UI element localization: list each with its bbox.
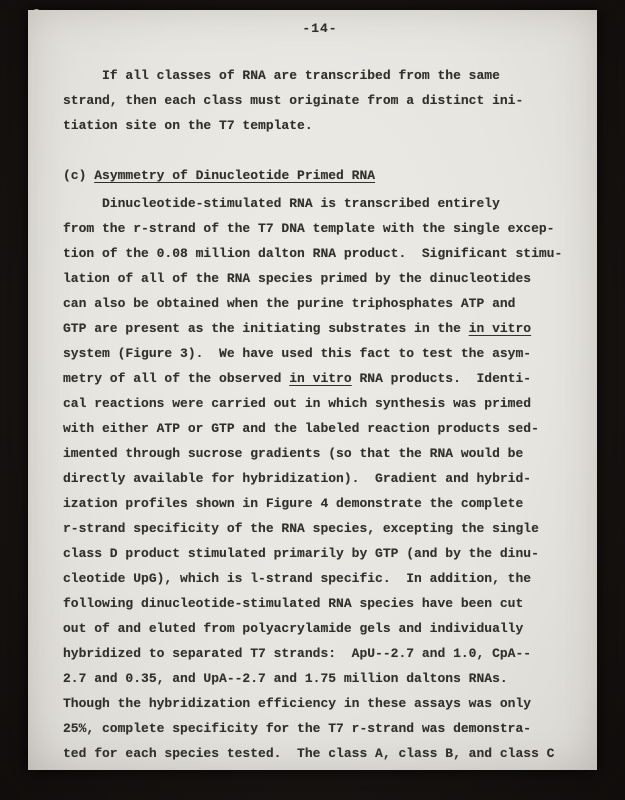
text-line: 2.7 and 0.35, and UpA--2.7 and 1.75 million daltons RNAs. (63, 671, 508, 686)
document-page (28, 10, 597, 770)
text-line: Dinucleotide-stimulated RNA is transcribed entirely (63, 196, 500, 211)
text-line: can also be obtained when the purine triphosphates ATP and (63, 296, 516, 311)
paragraph-intro (63, 63, 577, 138)
section-heading-title: Asymmetry of Dinucleotide Primed RNA (94, 168, 376, 183)
text-line: strand, then each class must originate from a distinct ini- (63, 93, 524, 108)
section-heading-prefix: (c) (63, 168, 95, 183)
text-line: cal reactions were carried out in which synthesis was primed (63, 396, 532, 411)
text-line: system (Figure 3). We have used this fact to test the asym- (63, 346, 532, 361)
text-line: tion of the 0.08 million dalton RNA product. Significant stimu- (63, 246, 563, 261)
text-line: hybridized to separated T7 strands: ApU--2.7 and 1.0, CpA-- (63, 646, 532, 661)
text-line: r-strand specificity of the RNA species, excepting the single (63, 521, 539, 536)
text-line: following dinucleotide-stimulated RNA species have been cut (63, 596, 524, 611)
text-line: lation of all of the RNA species primed by the dinucleotides (63, 271, 532, 286)
text-line: ization profiles shown in Figure 4 demonstrate the complete (63, 496, 524, 511)
text-line: If all classes of RNA are transcribed from the same (63, 68, 500, 83)
paragraph-body (63, 191, 577, 766)
text-line: tiation site on the T7 template. (63, 118, 313, 133)
text-line: from the r-strand of the T7 DNA template with the single excep- (63, 221, 555, 236)
text-line: out of and eluted from polyacrylamide gels and individually (63, 621, 524, 636)
section-heading (63, 163, 577, 188)
text-line: class D product stimulated primarily by GTP (and by the dinu- (63, 546, 539, 561)
text-line: ted for each species tested. The class A, class B, and class C (63, 746, 555, 761)
text-line: 25%, complete specificity for the T7 r-strand was demonstra- (63, 721, 532, 736)
text-line: cleotide UpG), which is l-strand specific. In addition, the (63, 571, 532, 586)
text-line: metry of all of the observed in vitro RNA products. Identi- (63, 371, 532, 386)
text-line: imented through sucrose gradients (so that the RNA would be (63, 446, 524, 461)
text-line: directly available for hybridization). Gradient and hybrid- (63, 471, 532, 486)
text-line: Though the hybridization efficiency in these assays was only (63, 696, 532, 711)
page-number: -14- (302, 21, 338, 36)
text-line: with either ATP or GTP and the labeled reaction products sed- (63, 421, 539, 436)
text-line: GTP are present as the initiating substrates in the in vitro (63, 321, 532, 336)
